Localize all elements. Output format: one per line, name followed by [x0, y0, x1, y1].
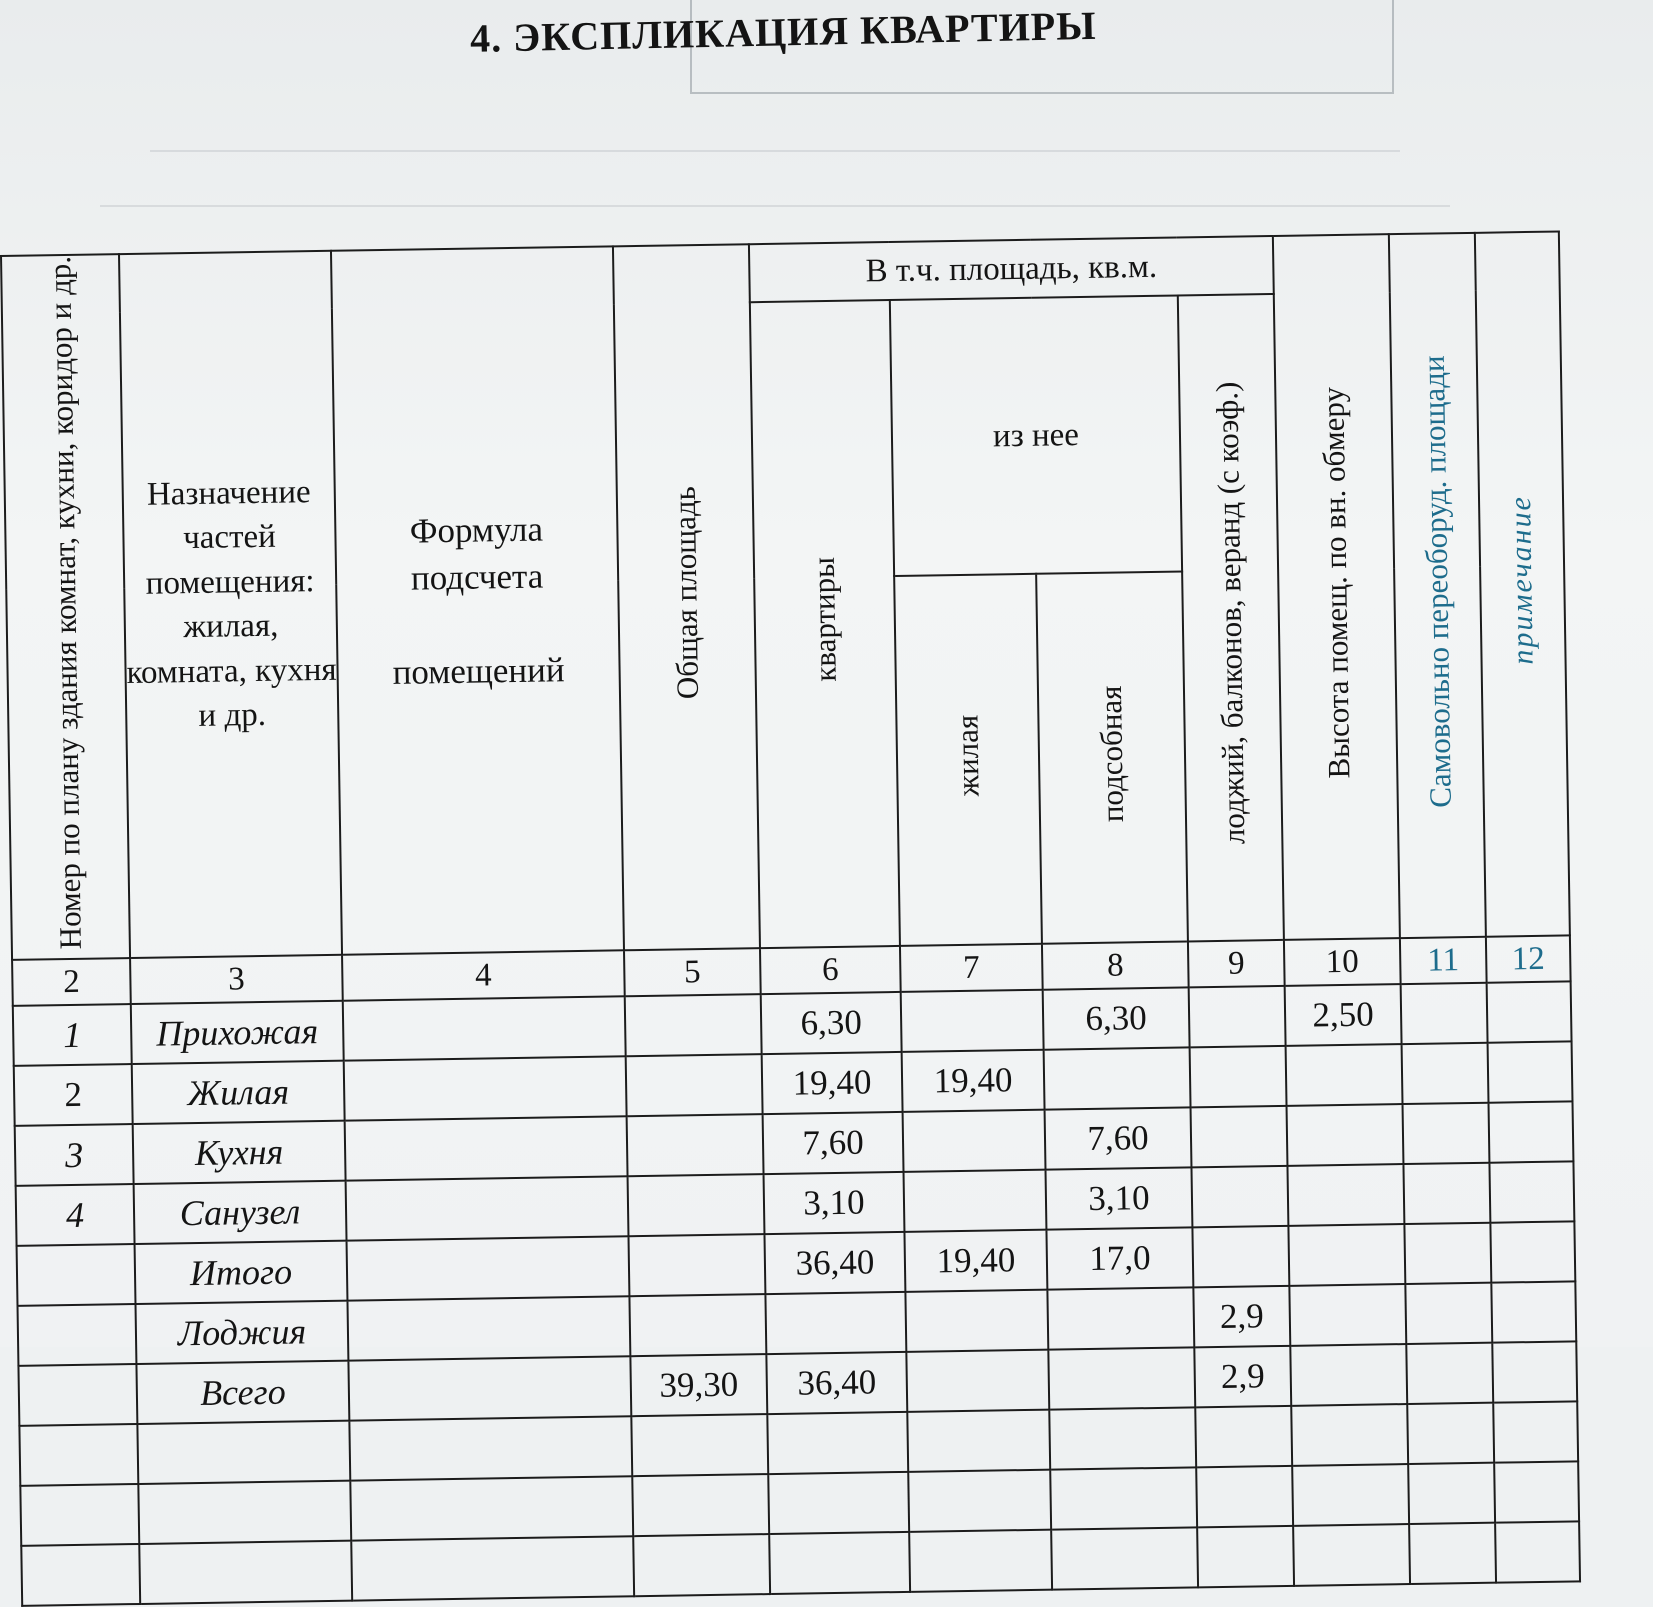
total-area-cell: [627, 1115, 764, 1177]
header-living: жилая: [894, 574, 1042, 946]
apartment-area-cell: 7,60: [763, 1112, 904, 1174]
living-area-cell: 19,40: [904, 1230, 1047, 1292]
formula-cell: [351, 1537, 634, 1601]
self-reequipped-cell: [1402, 1043, 1489, 1104]
formula-cell: [348, 1357, 631, 1421]
living-area-cell: [903, 1110, 1046, 1172]
formula-cell: [345, 1117, 628, 1181]
room-number-cell: [19, 1424, 138, 1486]
formula-cell: [347, 1297, 630, 1361]
document-title: 4. ЭКСПЛИКАЦИЯ КВАРТИРЫ: [469, 2, 1097, 61]
auxiliary-area-cell: [1051, 1528, 1198, 1590]
bleed-through-line: [150, 150, 1400, 152]
self-reequipped-cell: [1401, 983, 1488, 1044]
living-area-cell: [909, 1530, 1052, 1592]
living-area-cell: [906, 1350, 1049, 1412]
header-apartment: квартиры: [750, 300, 900, 948]
loggia-area-cell: [1196, 1466, 1293, 1528]
loggia-area-cell: [1191, 1106, 1288, 1168]
self-reequipped-cell: [1408, 1463, 1495, 1524]
note-cell: [1487, 982, 1572, 1043]
col-number: 7: [900, 944, 1043, 992]
note-cell: [1495, 1522, 1580, 1583]
auxiliary-area-cell: 6,30: [1043, 988, 1190, 1050]
room-number-cell: [21, 1544, 140, 1606]
room-name-cell: [139, 1541, 352, 1604]
apartment-area-cell: 36,40: [764, 1232, 905, 1294]
room-number-cell: [18, 1304, 137, 1366]
formula-cell: [347, 1237, 630, 1301]
height-cell: [1293, 1524, 1410, 1586]
self-reequipped-cell: [1406, 1343, 1493, 1404]
col-number: 12: [1486, 936, 1571, 983]
formula-cell: [346, 1177, 629, 1241]
height-cell: [1289, 1284, 1406, 1346]
explication-table-wrap: [0, 230, 1581, 1607]
note-cell: [1490, 1222, 1575, 1283]
note-cell: [1491, 1282, 1576, 1343]
explication-table: [0, 230, 1581, 1607]
header-note: примечание: [1475, 232, 1570, 938]
note-cell: [1492, 1342, 1577, 1403]
col-number: 8: [1042, 942, 1189, 990]
total-area-cell: [632, 1474, 769, 1536]
col-number: 2: [12, 958, 131, 1006]
apartment-area-cell: 36,40: [766, 1352, 907, 1414]
apartment-area-cell: 3,10: [764, 1172, 905, 1234]
total-area-cell: [625, 995, 762, 1057]
loggia-area-cell: [1192, 1226, 1289, 1288]
loggia-area-cell: [1190, 1046, 1287, 1108]
apartment-area-cell: [769, 1532, 910, 1594]
header-area-group: В т.ч. площадь, кв.м.: [749, 236, 1274, 302]
living-area-cell: [905, 1290, 1048, 1352]
header-formula-line1: Формула: [409, 509, 544, 551]
col-number: 10: [1284, 938, 1401, 986]
self-reequipped-cell: [1403, 1163, 1490, 1224]
auxiliary-area-cell: 7,60: [1045, 1108, 1192, 1170]
formula-cell: [349, 1417, 632, 1481]
self-reequipped-cell: [1403, 1103, 1490, 1164]
loggia-area-cell: [1197, 1526, 1294, 1588]
self-reequipped-cell: [1409, 1523, 1496, 1584]
col-number: 11: [1400, 937, 1487, 984]
room-number-cell: 4: [16, 1184, 135, 1246]
col-number: 6: [760, 946, 901, 994]
header-room-number: Номер по плану здания комнат, кухни, коридор и др.: [1, 254, 130, 960]
total-area-cell: [631, 1414, 768, 1476]
header-formula: [331, 246, 624, 955]
living-area-cell: [901, 990, 1044, 1052]
note-cell: [1489, 1162, 1574, 1223]
loggia-area-cell: [1189, 986, 1286, 1048]
header-of-which: из нее: [890, 296, 1182, 577]
living-area-cell: [904, 1170, 1047, 1232]
auxiliary-area-cell: [1044, 1048, 1191, 1110]
apartment-area-cell: [768, 1472, 909, 1534]
height-cell: [1287, 1104, 1404, 1166]
apartment-area-cell: 19,40: [762, 1052, 903, 1114]
height-cell: 2,50: [1285, 984, 1402, 1046]
self-reequipped-cell: [1405, 1283, 1492, 1344]
col-number: 4: [342, 951, 625, 1001]
loggia-area-cell: 2,9: [1194, 1346, 1291, 1408]
living-area-cell: [907, 1410, 1050, 1472]
room-name-cell: [138, 1481, 351, 1544]
height-cell: [1292, 1464, 1409, 1526]
height-cell: [1290, 1344, 1407, 1406]
formula-cell: [344, 1057, 627, 1121]
note-cell: [1494, 1462, 1579, 1523]
total-area-cell: [629, 1294, 766, 1356]
room-number-cell: [18, 1364, 137, 1426]
self-reequipped-cell: [1407, 1403, 1494, 1464]
room-name-cell: Всего: [136, 1361, 349, 1424]
living-area-cell: [908, 1470, 1051, 1532]
auxiliary-area-cell: 3,10: [1046, 1168, 1193, 1230]
total-area-cell: [628, 1174, 765, 1236]
header-height: Высота помещ. по вн. обмеру: [1273, 234, 1400, 940]
auxiliary-area-cell: [1047, 1288, 1194, 1350]
header-auxiliary: подсобная: [1036, 572, 1188, 944]
auxiliary-area-cell: 17,0: [1046, 1228, 1193, 1290]
height-cell: [1286, 1044, 1403, 1106]
loggia-area-cell: [1195, 1406, 1292, 1468]
bleed-through-line: [100, 205, 1450, 207]
note-cell: [1493, 1402, 1578, 1463]
formula-cell: [343, 997, 626, 1061]
note-cell: [1488, 1042, 1573, 1103]
room-name-cell: Прихожая: [131, 1001, 344, 1064]
header-formula-line2: подсчета: [410, 556, 544, 598]
loggia-area-cell: [1191, 1166, 1288, 1228]
room-name-cell: Итого: [135, 1241, 348, 1304]
col-number: 5: [624, 949, 761, 997]
col-number: 3: [130, 955, 343, 1004]
height-cell: [1291, 1404, 1408, 1466]
header-formula-line3: помещений: [392, 650, 565, 693]
room-number-cell: 2: [14, 1064, 133, 1126]
height-cell: [1288, 1224, 1405, 1286]
auxiliary-area-cell: [1048, 1348, 1195, 1410]
room-number-cell: [17, 1244, 136, 1306]
col-number: 9: [1188, 940, 1285, 988]
room-name-cell: Жилая: [132, 1061, 345, 1124]
self-reequipped-cell: [1404, 1223, 1491, 1284]
room-name-cell: [137, 1421, 350, 1484]
auxiliary-area-cell: [1049, 1408, 1196, 1470]
loggia-area-cell: 2,9: [1193, 1286, 1290, 1348]
table-body: [12, 936, 1580, 1606]
auxiliary-area-cell: [1050, 1468, 1197, 1530]
total-area-cell: [633, 1534, 770, 1596]
room-name-cell: Кухня: [133, 1121, 346, 1184]
room-number-cell: 1: [13, 1004, 132, 1066]
room-name-cell: Лоджия: [135, 1301, 348, 1364]
header-room-purpose: Назначение частей помещения: жилая, комната, кухня и др.: [119, 251, 342, 959]
total-area-cell: 39,30: [630, 1354, 767, 1416]
room-number-cell: 3: [15, 1124, 134, 1186]
formula-cell: [350, 1477, 633, 1541]
living-area-cell: 19,40: [902, 1050, 1045, 1112]
note-cell: [1489, 1102, 1574, 1163]
header-total-area: Общая площадь: [613, 244, 760, 950]
height-cell: [1287, 1164, 1404, 1226]
apartment-area-cell: [765, 1292, 906, 1354]
room-number-cell: [20, 1484, 139, 1546]
header-self-reequipped: Самовольно переоборуд. площади: [1389, 233, 1486, 939]
room-name-cell: Санузел: [134, 1181, 347, 1244]
apartment-area-cell: 6,30: [761, 992, 902, 1054]
total-area-cell: [628, 1234, 765, 1296]
total-area-cell: [626, 1055, 763, 1117]
apartment-area-cell: [767, 1412, 908, 1474]
header-loggias: лоджий, балконов, веранд (с коэф.): [1178, 294, 1284, 942]
